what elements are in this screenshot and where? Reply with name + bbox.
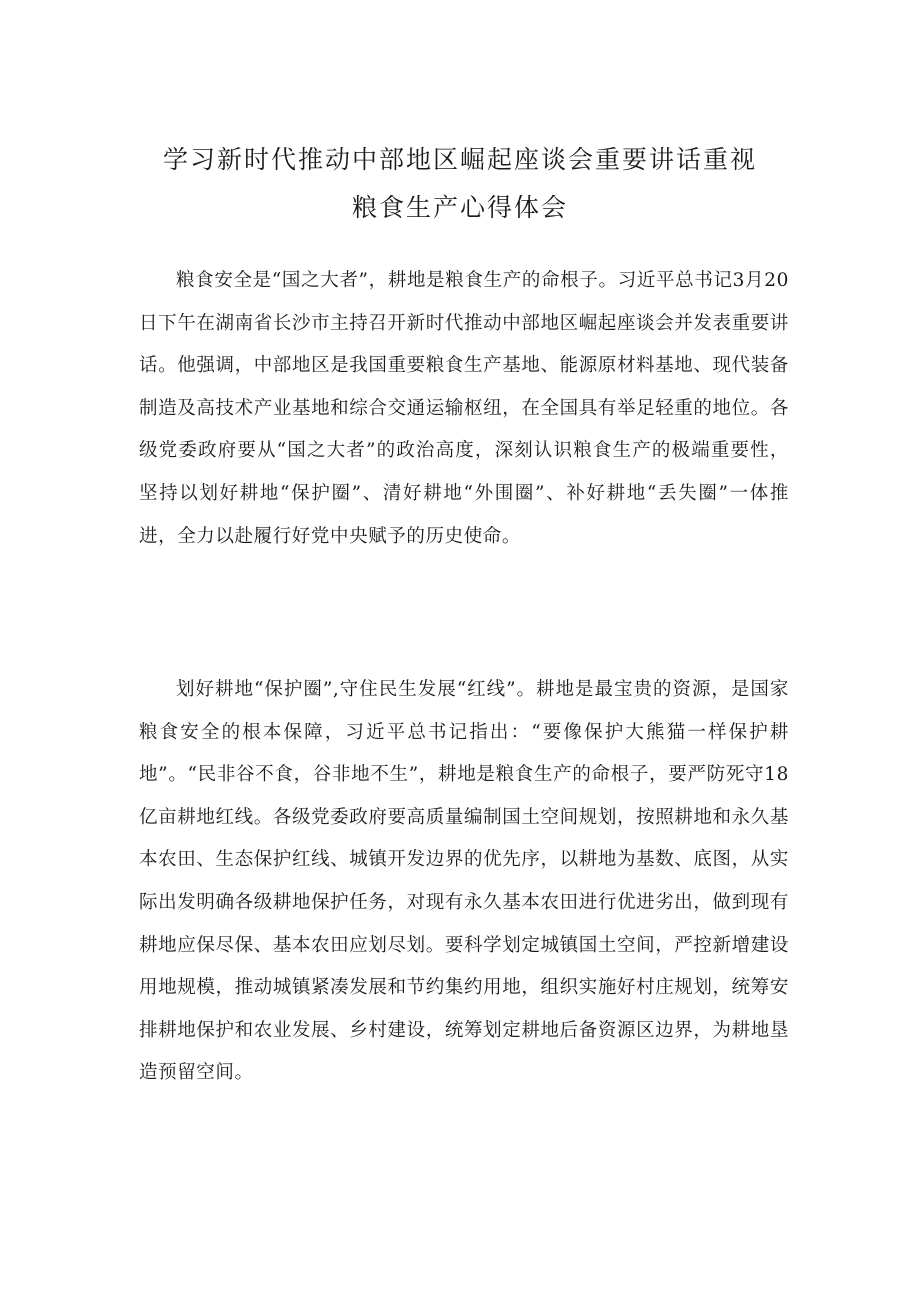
body-paragraph-2: 划好耕地“保护圈”,守住民生发展“红线”。耕地是最宝贵的资源，是国家粮食安全的根本保障，习近平总书记指出：“要像保护大熊猫一样保护耕地”。“民非谷不食，谷非地不生”，耕地是粮食生产的命根子，要严防死守18亿亩耕地红线。各级党委政府要高质量编制国土空间规划，按照耕地和永久基本农田、生态保护红线、城镇开发边界的优先序，以耕地为基数、底图，从实际出发明确各级耕地保护任务，对现有永久基本农田进行优进劣出，做到现有耕地应保尽保、基本农田应划尽划。要科学划定城镇国土空间，严控新增建设用地规模，推动城镇紧凑发展和节约集约用地，组织实施好村庄规划，统筹安排耕地保护和农业发展、乡村建设，统筹划定耕地后备资源区边界，为耕地垦造预留空间。 [139, 679, 789, 1084]
document-title-line-1: 学习新时代推动中部地区崛起座谈会重要讲话重视 [162, 145, 757, 174]
body-paragraph-1: 粮食安全是“国之大者”，耕地是粮食生产的命根子。习近平总书记3月20日下午在湖南省长沙市主持召开新时代推动中部地区崛起座谈会并发表重要讲话。他强调，中部地区是我国重要粮食生产基地、能源原材料基地、现代装备制造及高技术产业基地和综合交通运输枢纽，在全国具有举足轻重的地位。各级党委政府要从“国之大者”的政治高度，深刻认识粮食生产的极端重要性，坚持以划好耕地“保护圈”、清好耕地“外围圈”、补好耕地“丢失圈”一体推进，全力以赴履行好党中央赋予的历史使命。 [139, 270, 789, 547]
document-title-line-2: 粮食生产心得体会 [351, 193, 568, 222]
